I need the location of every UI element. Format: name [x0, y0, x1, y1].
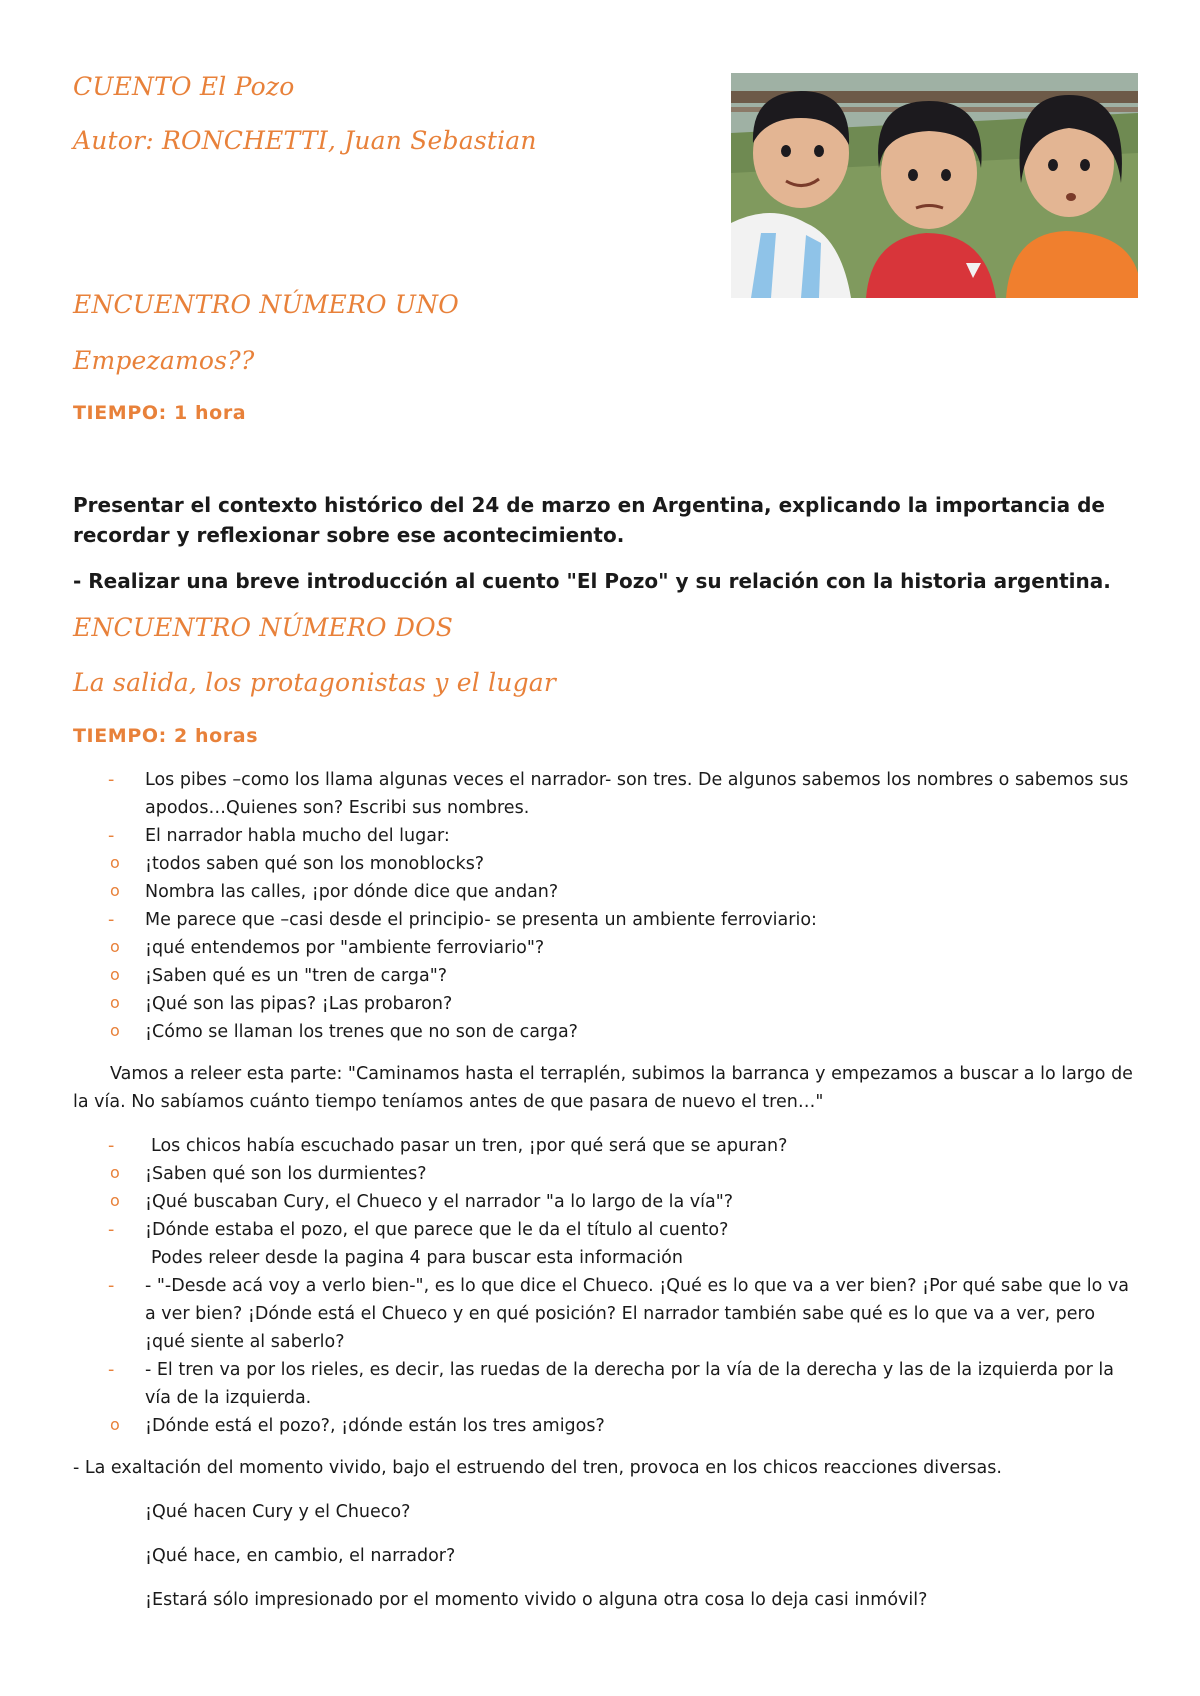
sub-list-item-text: ¡Saben qué son los durmientes? [145, 1164, 427, 1184]
question-3: ¡Estará sólo impresionado por el momento vivido o alguna otra cosa lo deja casi inmóvil? [145, 1590, 928, 1610]
question-2: ¡Qué hace, en cambio, el narrador? [145, 1546, 456, 1566]
circle-bullet: o [110, 1415, 120, 1434]
circle-bullet: o [110, 937, 120, 956]
sub-list-item [72, 850, 1135, 878]
dash-bullet: - [108, 1136, 115, 1156]
list-item-text: - "-Desde acá voy a verlo bien-", es lo que dice el Chueco. ¡Qué es lo que va a ver bien? ¡Por qué sabe que lo va a ver bien? ¡Dónde está el Chueco y en qué posición? El narrador también sabe qué es lo que va a ver, pero ¡qué siente al saberlo? [145, 1276, 1130, 1352]
questions-list-1 [0, 766, 1200, 1046]
encuentro-dos-heading: ENCUENTRO NÚMERO DOS [73, 613, 454, 642]
sub-list-item-text: ¡Cómo se llaman los trenes que no son de carga? [145, 1022, 578, 1042]
encuentro-uno-heading: ENCUENTRO NÚMERO UNO [73, 290, 459, 319]
list-item-note: Podes releer desde la pagina 4 para buscar esta información [151, 1248, 683, 1268]
encuentro-dos-time: TIEMPO: 2 horas [73, 725, 259, 747]
dash-bullet: - [108, 1276, 115, 1296]
encuentro-uno-paragraph-2: - Realizar una breve introducción al cuento "El Pozo" y su relación con la historia argentina. [73, 569, 1111, 593]
reread-paragraph: Vamos a releer esta parte: "Caminamos hasta el terraplén, subimos la barranca y empezamos a buscar a lo largo de la vía. No sabíamos cuánto tiempo teníamos antes de que pasara de nuevo el tren…" [73, 1064, 1133, 1112]
sub-list [72, 850, 1135, 906]
questions-list-2 [0, 1132, 1200, 1440]
sub-list [72, 1412, 1135, 1440]
sub-list-item [72, 1018, 1135, 1046]
sub-list-item [72, 1188, 1135, 1216]
circle-bullet: o [110, 965, 120, 984]
sub-list-container [0, 1412, 1135, 1440]
encuentro-dos-subtitle: La salida, los protagonistas y el lugar [73, 668, 557, 697]
sub-list-item [72, 1412, 1135, 1440]
list-item-text: Me parece que –casi desde el principio- se presenta un ambiente ferroviario: [145, 910, 817, 930]
sub-list-item-text: ¡Qué buscaban Cury, el Chueco y el narrador "a lo largo de la vía"? [145, 1192, 734, 1212]
circle-bullet: o [110, 1191, 120, 1210]
sub-list-container [0, 1160, 1135, 1216]
sub-list-item [72, 878, 1135, 906]
encuentro-uno-subtitle: Empezamos?? [73, 346, 255, 375]
document-author: Autor: RONCHETTI, Juan Sebastian [73, 126, 537, 155]
sub-list-item-text: ¡Dónde está el pozo?, ¡dónde están los tres amigos? [145, 1416, 605, 1436]
list-item [0, 1272, 1135, 1356]
sub-list-item-text: ¡Saben qué es un "tren de carga"? [145, 966, 448, 986]
list-item-text: ¡Dónde estaba el pozo, el que parece que le da el título al cuento? [145, 1220, 729, 1240]
circle-bullet: o [110, 993, 120, 1012]
list-item [0, 766, 1135, 822]
list-item-text: El narrador habla mucho del lugar: [145, 826, 450, 846]
list-item [0, 1216, 1135, 1272]
dash-bullet: - [108, 1220, 115, 1240]
sub-list-item-text: ¡qué entendemos por "ambiente ferroviario"? [145, 938, 545, 958]
encuentro-uno-paragraph-1: Presentar el contexto histórico del 24 de marzo en Argentina, explicando la importancia de recordar y reflexionar sobre ese acontecimiento. [73, 493, 1105, 547]
dash-bullet: - [108, 770, 115, 790]
list-item-text: Los pibes –como los llama algunas veces el narrador- son tres. De algunos sabemos los nombres o sabemos sus apodos…Quienes son? Escribi sus nombres. [145, 770, 1129, 818]
exaltacion-paragraph: - La exaltación del momento vivido, bajo el estruendo del tren, provoca en los chicos reacciones diversas. [73, 1458, 1002, 1478]
sub-list-item [72, 962, 1135, 990]
sub-list-item [72, 934, 1135, 962]
sub-list-item-text: ¡todos saben qué son los monoblocks? [145, 854, 485, 874]
list-item-text: Los chicos había escuchado pasar un tren, ¡por qué será que se apuran? [151, 1136, 788, 1156]
sub-list-item-text: Nombra las calles, ¡por dónde dice que andan? [145, 882, 559, 902]
list-item-text: - El tren va por los rieles, es decir, las ruedas de la derecha por la vía de la derecha y las de la izquierda por la vía de la izquierda. [145, 1360, 1114, 1408]
dash-bullet: - [108, 1360, 115, 1380]
circle-bullet: o [110, 1021, 120, 1040]
dash-bullet: - [108, 826, 115, 846]
sub-list-container [0, 850, 1135, 906]
circle-bullet: o [110, 881, 120, 900]
sub-list [72, 934, 1135, 1046]
question-1: ¡Qué hacen Cury y el Chueco? [145, 1502, 411, 1522]
list-item [0, 906, 1135, 934]
illustration-svg [731, 73, 1138, 298]
document-title: CUENTO El Pozo [73, 72, 295, 101]
list-item [0, 1132, 1135, 1160]
sub-list-container [0, 934, 1135, 1046]
encuentro-uno-time: TIEMPO: 1 hora [73, 402, 247, 424]
list-item [0, 1356, 1135, 1412]
three-children-illustration-icon [731, 73, 1138, 298]
list-item [0, 822, 1135, 850]
sub-list-item [72, 1160, 1135, 1188]
sub-list [72, 1160, 1135, 1216]
dash-bullet: - [108, 910, 115, 930]
sub-list-item-text: ¡Qué son las pipas? ¡Las probaron? [145, 994, 453, 1014]
sub-list-item [72, 990, 1135, 1018]
circle-bullet: o [110, 1163, 120, 1182]
circle-bullet: o [110, 853, 120, 872]
